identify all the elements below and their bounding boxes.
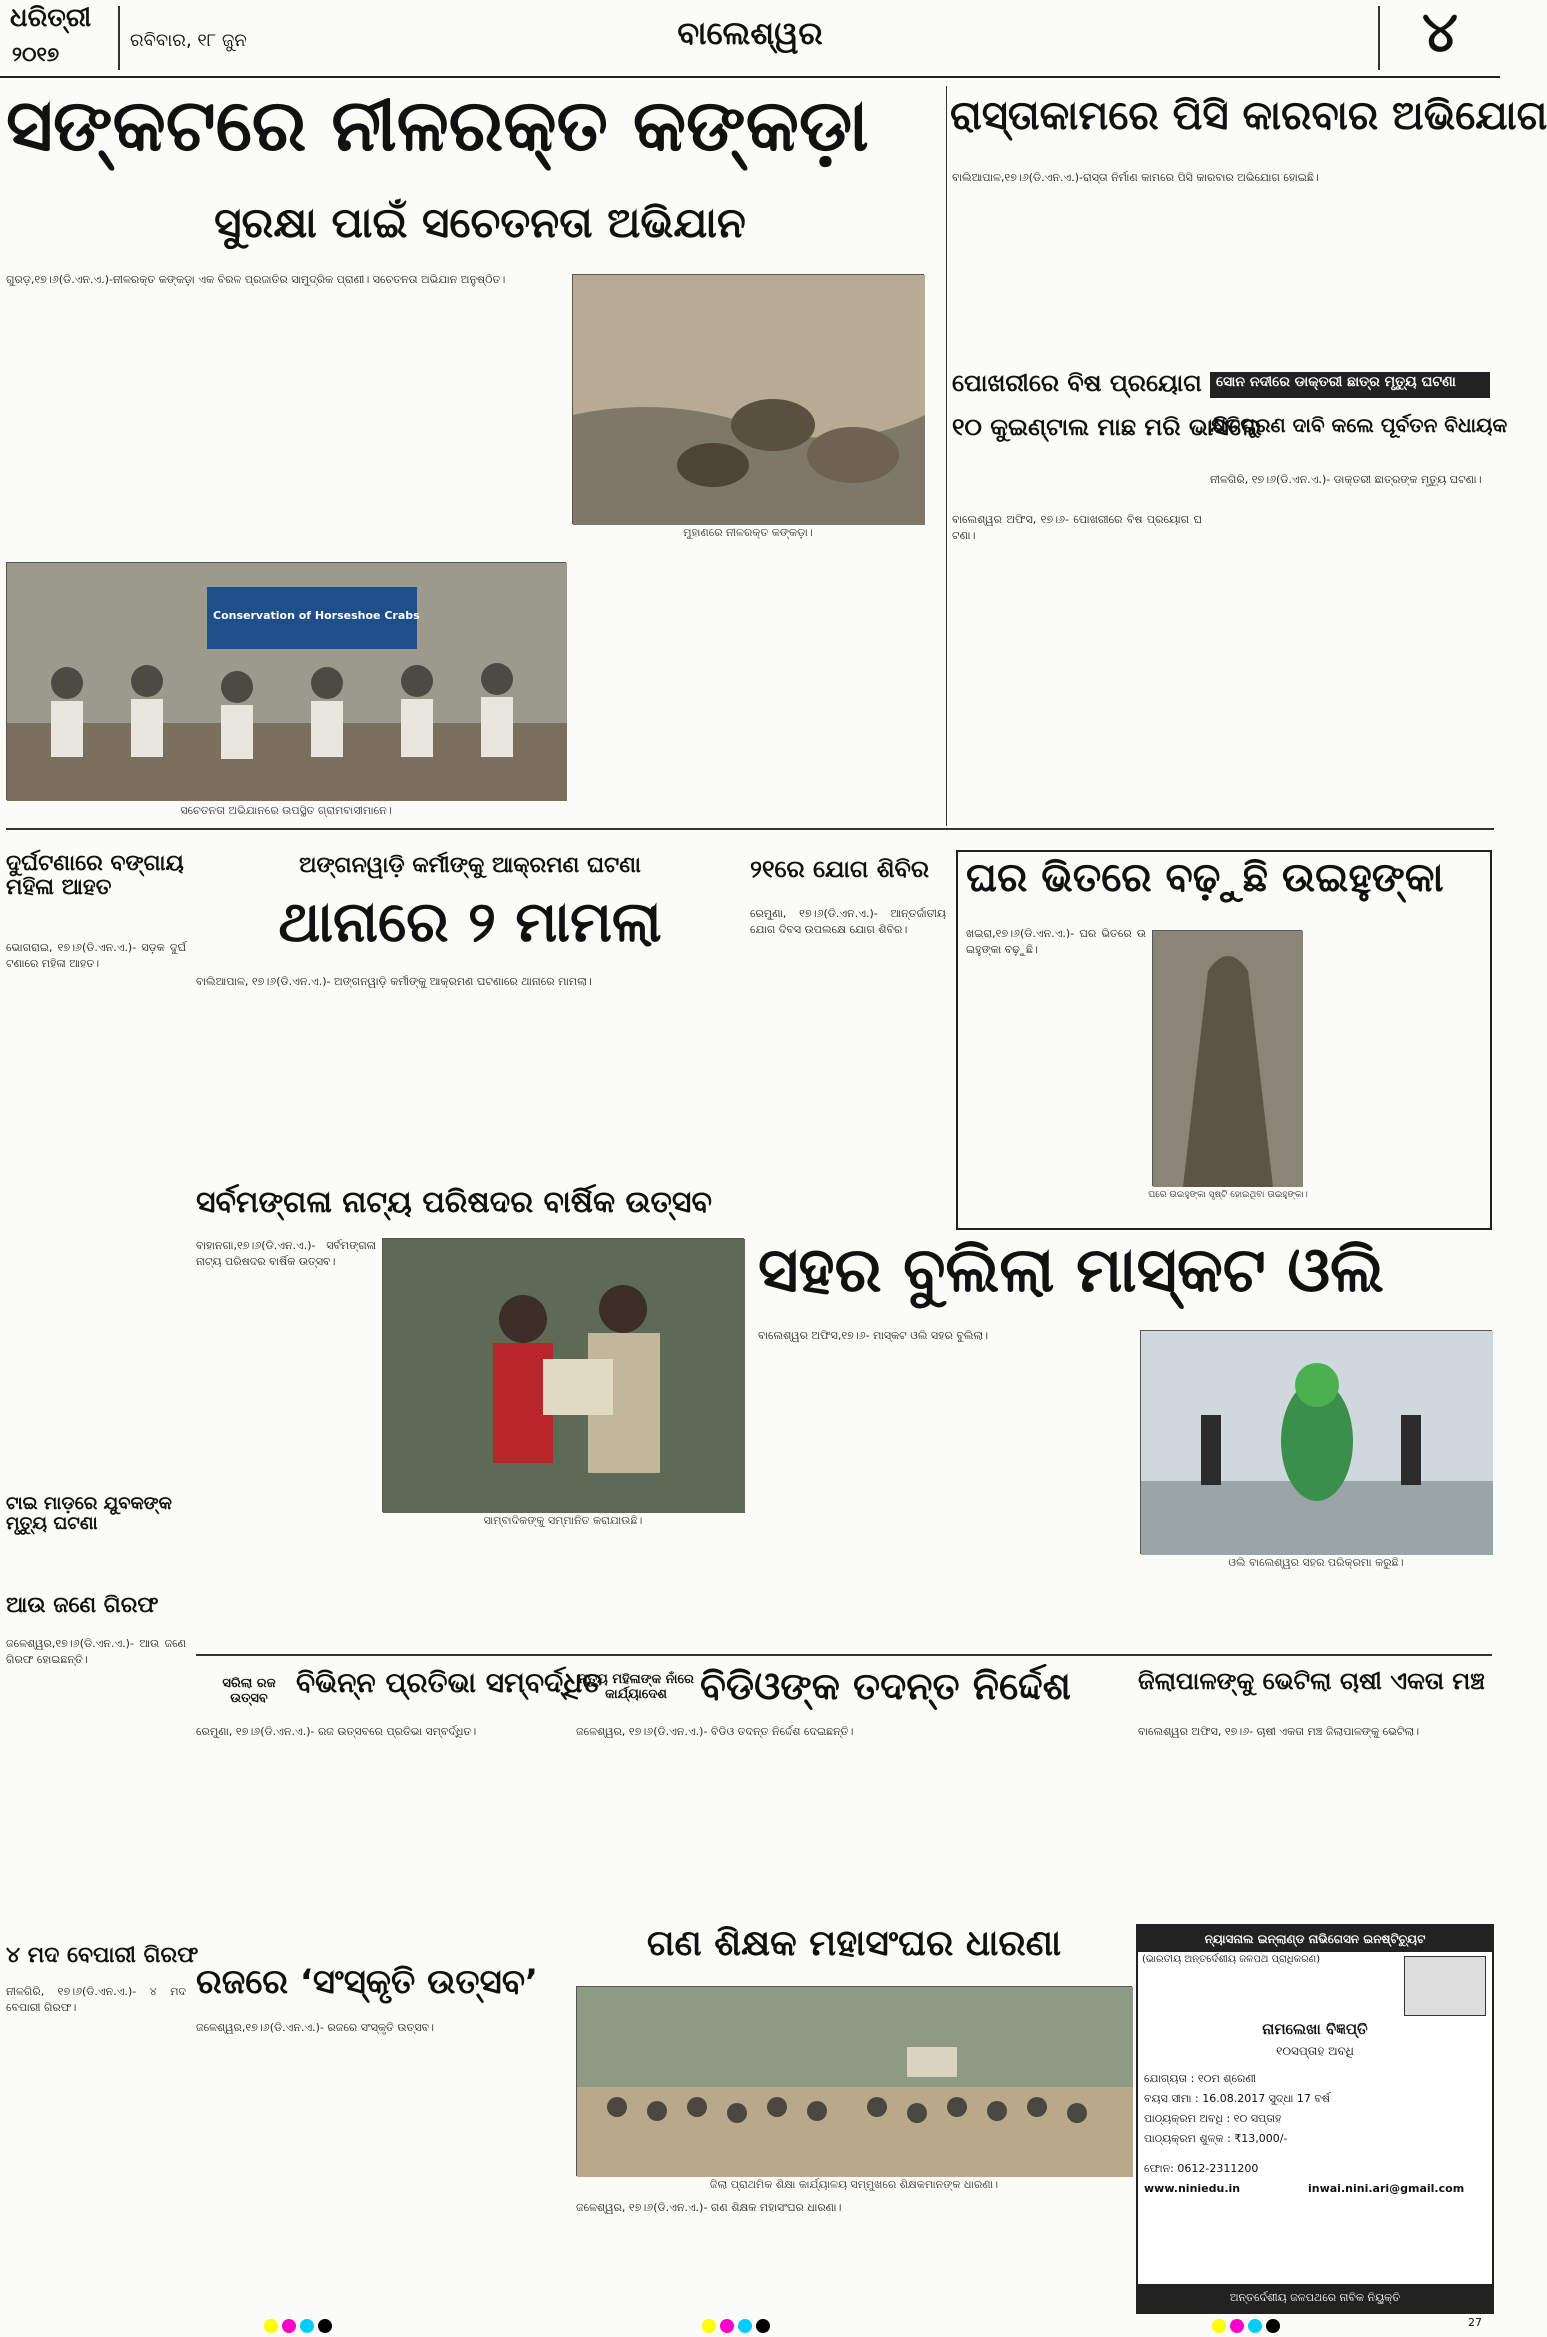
photo-horseshoe-crabs — [572, 274, 924, 524]
caption-termite: ଘରେ ଉଇହୁଙ୍କା ସୃଷ୍ଟି ହୋଇଥିବା ଉଇହୁଙ୍କା। — [1148, 1190, 1308, 1200]
body-liquor: ନୀଳଗିରି, ୧୭।୬(ଡି.ଏନ.ଏ.)- ୪ ମଦ ବେପାରୀ ଗିରଫ। — [6, 1985, 190, 2014]
registration-marks-center — [700, 2318, 790, 2334]
page-number-badge: ୪ — [1422, 0, 1458, 65]
ad-row-2: ପାଠ୍ୟକ୍ରମ ଅବଧି : ୧୦ ସପ୍ତାହ — [1144, 2112, 1282, 2125]
photo-termite — [1152, 930, 1302, 1186]
yellow-dot — [702, 2319, 716, 2333]
body-student: ନୀଳଗିରି, ୧୭।୬(ଡି.ଏନ.ଏ.)- ଡାକ୍ତରୀ ଛାତ୍ରଙ୍କ ମୃତ୍ୟୁ ଘଟଣା। — [1210, 473, 1482, 486]
cyan-dot — [738, 2319, 752, 2333]
caption-mascot: ଓଲି ବାଲେଶ୍ୱର ସହର ପରିକ୍ରମା କରୁଛି। — [1228, 1556, 1404, 1569]
headline-yoga: ୨୧ରେ ଯୋଗ ଶିବିର — [750, 855, 930, 883]
ad-row-1: ବୟସ ସୀମା : 16.08.2017 ସୁଦ୍ଧା 17 ବର୍ଷ — [1144, 2092, 1331, 2105]
caption-group-photo: ସଚେତନତା ଅଭିଯାନରେ ଉପସ୍ଥିତ ଗ୍ରାମବାସୀମାନେ। — [180, 804, 392, 817]
crabs-illustration — [573, 275, 925, 525]
box-termite — [956, 850, 1492, 1230]
body-dance-continued — [382, 1536, 744, 1648]
mascot-illustration — [1141, 1331, 1493, 1555]
ad-email[interactable]: inwai.nini.ari@gmail.com — [1308, 2182, 1465, 2195]
horizontal-divider — [6, 828, 1494, 830]
headline-fish: ୧୦ କୁଇଣ୍ଟାଲ ମାଛ ମରି ଭାସିଲେ — [952, 413, 1262, 441]
headline-mascot: ସହର ବୁଲିଲା ମାସ୍କଟ ଓଲି — [758, 1233, 1384, 1306]
caption-teachers: ଜିଲା ପ୍ରାଥମିକ ଶିକ୍ଷା କାର୍ଯ୍ୟାଳୟ ସମ୍ମୁଖରେ ଶିକ୍ଷକମାନଙ୍କ ଧାରଣା। — [709, 2178, 999, 2191]
kicker-talent: ସରିଲା ରଜ ଉତ୍ସବ — [222, 1676, 276, 1706]
black-dot — [756, 2319, 770, 2333]
headline-horseshoe: ସଙ୍କଟରେ ନୀଳରକ୍ତ କଙ୍କଡ଼ା — [6, 83, 869, 167]
protest-illustration — [577, 1987, 1133, 2177]
masthead — [0, 0, 1500, 78]
body-arrest: ଜଳେଶ୍ୱର,୧୭।୬(ଡି.ଏନ.ଏ.)- ଆଉ ଜଣେ ଗିରଫ ହୋଇଛନ୍ତି। — [6, 1637, 190, 1666]
ad-row-3: ପାଠ୍ୟକ୍ରମ ଶୁଳ୍କ : ₹13,000/- — [1144, 2132, 1288, 2145]
kicker-bdo: ମୃତ୍ୟୁ ମହିଳାଙ୍କ ନାଁରେ କାର୍ଯ୍ୟାଦେଶ — [578, 1672, 694, 1702]
divider — [1378, 6, 1380, 70]
body-horseshoe: ଗୁରଡ଼,୧୭।୬(ଡି.ଏନ.ଏ.)-ନୀଳରକ୍ତ କଙ୍କଡ଼ା ଏକ ବିରଳ ପ୍ରଜାତିର ସାମୁଦ୍ରିକ ପ୍ରାଣୀ। ସଚେତନତା ଅଭିଯାନ ଅନୁଷ୍ଠିତ। — [6, 273, 506, 286]
headline-fish-kicker: ପୋଖରୀରେ ବିଷ ପ୍ରୟୋଗ — [952, 369, 1202, 397]
headline-teachers: ଗଣ ଶିକ୍ଷକ ମହାସଂଘର ଧାରଣା — [646, 1923, 1062, 1964]
body-teachers: ଜଳେଶ୍ୱର, ୧୭।୬(ଡି.ଏନ.ଏ.)- ଗଣ ଶିକ୍ଷକ ମହାସଂଘର ଧାରଣା। — [576, 2201, 842, 2214]
felicitation-illustration — [383, 1239, 745, 1513]
magenta-dot — [720, 2319, 734, 2333]
headline-accident: ଦୁର୍ଘଟଣାରେ ବଙ୍ଗାୟ ମହିଳା ଆହତ — [6, 851, 184, 901]
ad-contact: ଫୋନ: 0612-2311200 — [1144, 2162, 1259, 2175]
yellow-dot — [264, 2319, 278, 2333]
body-bdo: ଜଳେଶ୍ୱର, ୧୭।୬(ଡି.ଏନ.ଏ.)- ବିଡିଓ ତଦନ୍ତ ନିର୍ଦ୍ଦେଶ ଦେଇଛନ୍ତି। — [576, 1725, 854, 1738]
body-termite-continued — [1310, 926, 1486, 1222]
headline-liquor: ୪ ମଦ ବେପାରୀ ଗିରଫ — [6, 1943, 199, 1968]
headline-termite: ଘର ଭିତରେ ବଢ଼ୁଛି ଉଇହୁଙ୍କା — [966, 855, 1444, 901]
body-termite: ଖଇରା,୧୭।୬(ଡି.ଏନ.ଏ.)- ଘର ଭିତରେ ଉଇହୁଙ୍କା ବଢ଼ୁଛି। — [966, 927, 1146, 956]
headline-talent: ବିଭିନ୍ନ ପ୍ରତିଭା ସମ୍ବର୍ଦ୍ଧିତ — [296, 1666, 603, 1699]
kicker-student: ସୋନ ନଦୀରେ ଡାକ୍ତରୀ ଛାତ୍ର ମୃତ୍ୟୁ ଘଟଣା — [1210, 372, 1490, 398]
photo-teachers-protest — [576, 1986, 1132, 2176]
brand-logo: ଧରିତ୍ରୀ — [10, 3, 92, 33]
body-dance: ବାହାନଗା,୧୭।୬(ଡି.ଏନ.ଏ.)- ସର୍ବମଙ୍ଗଳା ନାଟ୍ୟ ପରିଷଦର ବାର୍ଷିକ ଉତ୍ସବ। — [196, 1239, 380, 1268]
body-raja: ଜଳେଶ୍ୱର,୧୭।୬(ଡି.ଏନ.ଏ.)- ରଜରେ ସଂସ୍କୃତି ଉତ୍ସବ। — [196, 2021, 434, 2034]
headline-arrest: ଆଉ ଜଣେ ଗିରଫ — [6, 1593, 159, 1618]
body-talent: ରେମୁଣା, ୧୭।୬(ଡି.ଏନ.ଏ.)- ରଜ ଉତ୍ସବରେ ପ୍ରତିଭା ସମ୍ବର୍ଦ୍ଧିତ। — [196, 1725, 477, 1738]
subhead-horseshoe: ସୁରକ୍ଷା ପାଇଁ ସଚେତନତା ଅଭିଯାନ — [214, 198, 746, 247]
ad-nini — [1136, 1924, 1494, 2314]
body-mascot: ବାଲେଶ୍ୱର ଅଫିସ,୧୭।୬- ମାସ୍କଟ ଓଲି ସହର ବୁଲିଲା। — [758, 1329, 989, 1342]
issue-date: ରବିବାର, ୧୮ ଜୁନ — [130, 30, 247, 51]
registration-marks-right — [1210, 2318, 1300, 2334]
masthead-year: ୨୦୧୭ — [12, 42, 60, 66]
black-dot — [318, 2319, 332, 2333]
ad-title: ନାମଲେଖା ବିଜ୍ଞପ୍ତି — [1262, 2020, 1368, 2038]
caption-dance: ସାମ୍ବାଦିକଙ୍କୁ ସମ୍ମାନିତ କରାଯାଉଛି। — [483, 1514, 643, 1527]
headline-dance: ସର୍ବମଙ୍ଗଳା ନାଟ୍ୟ ପରିଷଦର ବାର୍ଷିକ ଉତ୍ସବ — [196, 1185, 712, 1220]
cyan-dot — [300, 2319, 314, 2333]
black-dot — [1266, 2319, 1280, 2333]
ad-footer: ଅନ୍ତର୍ଦେଶୀୟ ଜଳପଥରେ ନାବିକ ନିୟୁକ୍ତି — [1138, 2284, 1492, 2312]
kicker-anganwadi: ଅଙ୍ଗନୱାଡ଼ି କର୍ମୀଙ୍କୁ ଆକ୍ରମଣ ଘଟଣା — [299, 853, 641, 878]
print-marks — [0, 2316, 1500, 2335]
ad-logo — [1404, 1956, 1486, 2016]
headline-road: ରାସ୍ତାକାମରେ ପିସି କାରବାର ଅଭିଯୋଗ — [950, 93, 1547, 139]
ad-row-0: ଯୋଗ୍ୟତା : ୧୦ମ ଶ୍ରେଣୀ — [1144, 2072, 1257, 2085]
body-accident: ଭୋଗରାଇ, ୧୭।୬(ଡି.ଏନ.ଏ.)- ସଡ଼କ ଦୁର୍ଘଟଣାରେ ମହିଳା ଆହତ। — [6, 941, 186, 970]
photo-mascot — [1140, 1330, 1492, 1554]
headline-youth: ଟାଇ ମାଡ଼ରେ ଯୁବକଙ୍କ ମୃତ୍ୟୁ ଘଟଣା — [6, 1493, 172, 1534]
body-fish: ବାଲେଶ୍ୱର ଅଫିସ, ୧୭।୬- ପୋଖରୀରେ ବିଷ ପ୍ରୟୋଗ ଘଟଣା। — [952, 513, 1202, 542]
headline-farmers: ଜିଲାପାଳଙ୍କୁ ଭେଟିଲା ଚାଷୀ ଏକତା ମଞ୍ଚ — [1138, 1667, 1485, 1695]
divider — [118, 6, 120, 70]
edition-name: ବାଲେଶ୍ୱର — [677, 14, 823, 52]
headline-bdo: ବିଡିଓଙ୍କ ତଦନ୍ତ ନିର୍ଦ୍ଦେଶ — [700, 1664, 1071, 1708]
ad-sub: (ଭାରତୀୟ ଅନ୍ତର୍ଦେଶୀୟ ଜଳପଥ ପ୍ରାଧିକରଣ) — [1142, 1954, 1321, 1965]
group-photo-illustration — [7, 563, 567, 801]
divider — [946, 86, 947, 826]
photo-dance-felicitation — [382, 1238, 744, 1512]
body-yoga: ରେମୁଣା, ୧୭।୬(ଡି.ଏନ.ଏ.)- ଆନ୍ତର୍ଜାତୀୟ ଯୋଗ ଦିବସ ଉପଲକ୍ଷେ ଯୋଗ ଶିବିର। — [750, 907, 950, 936]
magenta-dot — [1230, 2319, 1244, 2333]
termite-illustration — [1153, 931, 1303, 1187]
body-anganwadi: ବାଲିଆପାଳ, ୧୭।୬(ଡି.ଏନ.ଏ.)- ଅଙ୍ଗନୱାଡ଼ି କର୍ମୀଙ୍କୁ ଆକ୍ରମଣ ଘଟଣାରେ ଥାନାରେ ମାମଲା। — [196, 975, 592, 988]
caption-horseshoe-photo: ମୁହାଣରେ ନୀଳରକ୍ତ କଙ୍କଡ଼ା। — [683, 526, 813, 539]
registration-marks-left — [262, 2318, 352, 2334]
body-farmers: ବାଲେଶ୍ୱର ଅଫିସ, ୧୭।୬- ଚାଷୀ ଏକତା ମଞ୍ଚ ଜିଲାପାଳଙ୍କୁ ଭେଟିଲା। — [1138, 1725, 1420, 1738]
footer-page-number: 27 — [1468, 2316, 1482, 2329]
ad-org: ନ୍ୟାସନାଲ ଇନ୍ଲାଣ୍ଡ ନାଭିଗେସନ ଇନଷ୍ଟିଚ୍ୟୁଟ — [1138, 1926, 1492, 1952]
headline-anganwadi: ଥାନାରେ ୨ ମାମଲା — [278, 890, 662, 955]
yellow-dot — [1212, 2319, 1226, 2333]
headline-student: କ୍ଷତିପୂରଣ ଦାବି କଲେ ପୂର୍ବତନ ବିଧାୟକ — [1210, 413, 1508, 437]
ad-course: ୧୦ସପ୍ତାହ ଅବଧି — [1276, 2044, 1354, 2058]
horizontal-divider — [196, 1654, 1492, 1656]
photo-group-awareness — [6, 562, 566, 800]
banner-conservation: Conservation of Horseshoe Crabs — [213, 609, 420, 622]
body-horseshoe-continued — [572, 548, 924, 820]
ad-url[interactable]: www.niniedu.in — [1144, 2182, 1241, 2195]
cyan-dot — [1248, 2319, 1262, 2333]
headline-raja: ରଜରେ ‘ସଂସ୍କୃତି ଉତ୍ସବ’ — [196, 1962, 538, 2002]
body-road: ବାଲିଆପାଳ,୧୭।୬(ଡି.ଏନ.ଏ.)-ରାସ୍ତା ନିର୍ମାଣ କାମରେ ପିସି କାରବାର ଅଭିଯୋଗ ହୋଇଛି। — [952, 171, 1319, 184]
magenta-dot — [282, 2319, 296, 2333]
